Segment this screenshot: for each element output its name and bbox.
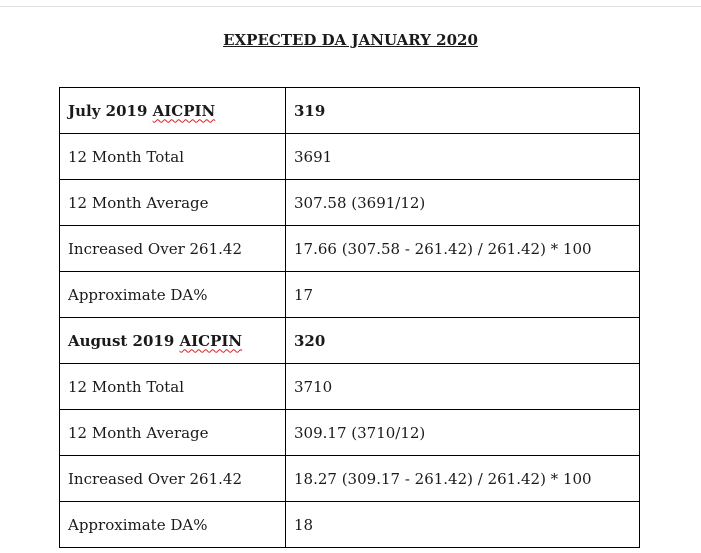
row-value: 307.58 (3691/12) <box>286 180 640 226</box>
row-label: Approximate DA% <box>60 502 286 548</box>
table-row <box>60 456 640 502</box>
row-value: 18 <box>286 502 640 548</box>
row-value: 320 <box>286 318 640 364</box>
row-label: Increased Over 261.42 <box>60 226 286 272</box>
table-row <box>60 364 640 410</box>
table-row <box>60 134 640 180</box>
row-value: 309.17 (3710/12) <box>286 410 640 456</box>
table-row <box>60 226 640 272</box>
row-label <box>60 88 286 134</box>
table-row <box>60 88 640 134</box>
row-label: 12 Month Total <box>60 134 286 180</box>
row-value: 3691 <box>286 134 640 180</box>
table-row <box>60 318 640 364</box>
da-calculation-table <box>59 87 640 548</box>
table-row <box>60 410 640 456</box>
row-value: 319 <box>286 88 640 134</box>
table-row <box>60 180 640 226</box>
row-label <box>60 318 286 364</box>
row-value: 18.27 (309.17 - 261.42) / 261.42) * 100 <box>286 456 640 502</box>
row-label: Increased Over 261.42 <box>60 456 286 502</box>
row-label: 12 Month Total <box>60 364 286 410</box>
top-divider <box>0 6 701 7</box>
spellcheck-flagged-word: AICPIN <box>152 101 216 120</box>
label-prefix: August 2019 <box>68 331 180 350</box>
spellcheck-flagged-word: AICPIN <box>179 331 243 350</box>
row-label: Approximate DA% <box>60 272 286 318</box>
row-value: 3710 <box>286 364 640 410</box>
row-label: 12 Month Average <box>60 410 286 456</box>
table-row <box>60 272 640 318</box>
label-prefix: July 2019 <box>68 101 153 120</box>
row-value: 17 <box>286 272 640 318</box>
row-value: 17.66 (307.58 - 261.42) / 261.42) * 100 <box>286 226 640 272</box>
table-row <box>60 502 640 548</box>
document-title: EXPECTED DA JANUARY 2020 <box>223 31 478 49</box>
row-label: 12 Month Average <box>60 180 286 226</box>
